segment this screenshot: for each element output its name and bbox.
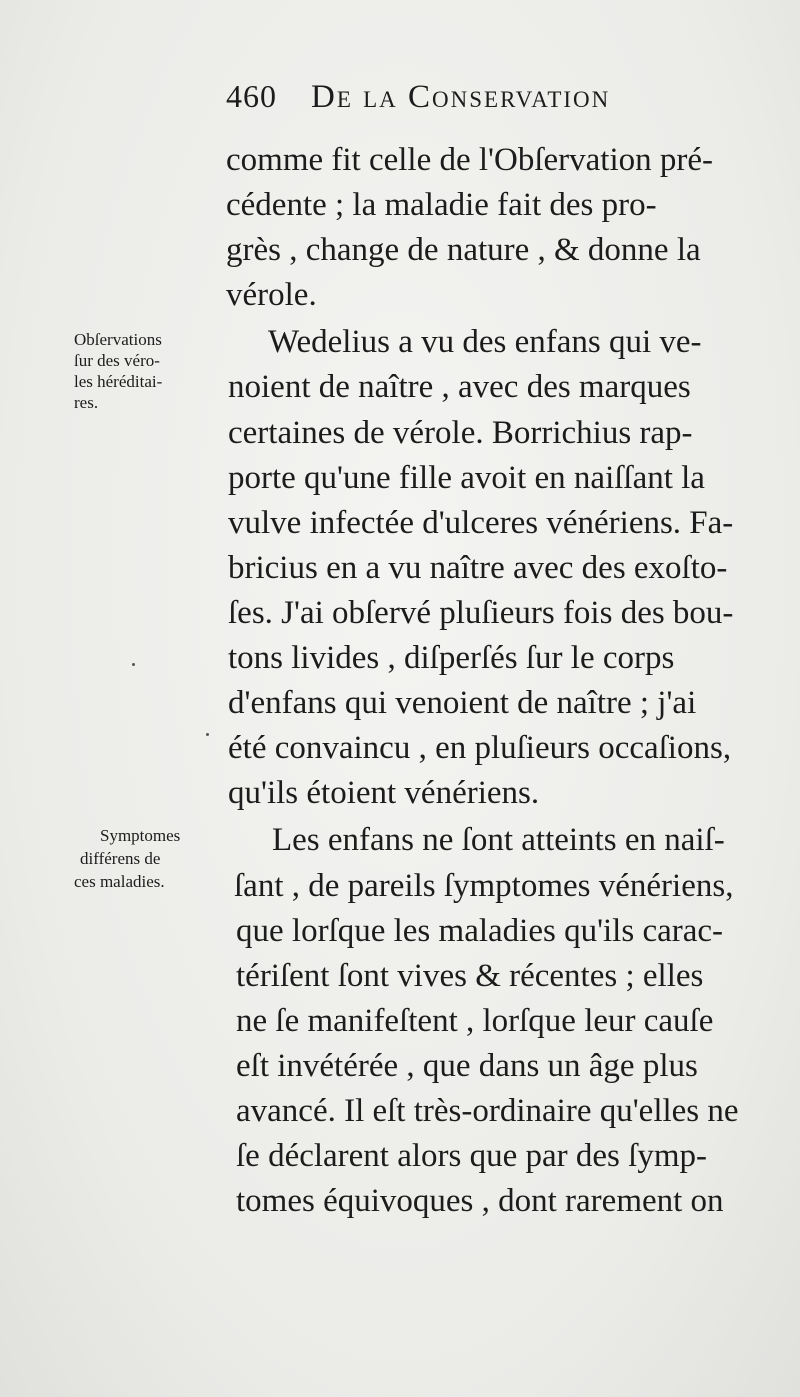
body-line: eſt invétérée , que dans un âge plus (236, 1048, 698, 1084)
body-line: ſes. J'ai obſervé pluſieurs fois des bou- (228, 595, 734, 631)
body-line: ſe déclarent alors que par des ſymp- (236, 1138, 707, 1174)
body-line: tomes équivoques , dont rarement on (236, 1183, 724, 1219)
margin-note-line: Symptomes (100, 826, 181, 845)
running-title: De la Conservation (311, 79, 611, 115)
margin-note-line: les héréditai- (74, 372, 163, 391)
body-line: bricius en a vu naître avec des exoſto- (228, 550, 728, 586)
body-line: grès , change de nature , & donne la (226, 232, 701, 268)
margin-note-line: Obſervations (74, 330, 162, 349)
body-line: certaines de vérole. Borrichius rap- (228, 415, 693, 451)
body-line: qu'ils étoient vénériens. (228, 775, 540, 811)
running-header (226, 78, 706, 128)
body-line: avancé. Il eſt très-ordinaire qu'elles ne (236, 1093, 739, 1129)
body-line: ne ſe manifeſtent , lorſque leur cauſe (236, 1003, 714, 1039)
body-line: d'enfans qui venoient de naître ; j'ai (228, 685, 697, 721)
body-line: noient de naître , avec des marques (228, 369, 691, 405)
print-speck (206, 733, 209, 736)
margin-note-line: différens de (80, 849, 161, 868)
body-line: porte qu'une fille avoit en naiſſant la (228, 460, 705, 496)
body-line: Wedelius a vu des enfans qui ve- (268, 324, 702, 360)
body-line: cédente ; la maladie fait des pro- (226, 187, 657, 223)
body-line: tons livides , diſperſés ſur le corps (228, 640, 675, 676)
margin-note-line: res. (74, 393, 99, 412)
body-line: été convaincu , en pluſieurs occaſions, (228, 730, 732, 766)
body-line: vulve infectée d'ulceres vénériens. Fa- (228, 505, 734, 541)
body-line: tériſent ſont vives & récentes ; elles (236, 958, 704, 994)
body-line: comme fit celle de l'Obſervation pré- (226, 142, 713, 178)
print-speck (132, 663, 135, 666)
margin-note-line: ſur des véro- (74, 351, 160, 370)
body-line: Les enfans ne ſont atteints en naiſ- (272, 822, 725, 858)
body-line: vérole. (226, 277, 317, 313)
page-number: 460 (226, 78, 277, 114)
margin-note-line: ces maladies. (74, 872, 165, 891)
body-line: que lorſque les maladies qu'ils carac- (236, 913, 724, 949)
body-line: ſant , de pareils ſymptomes vénériens, (234, 868, 734, 904)
